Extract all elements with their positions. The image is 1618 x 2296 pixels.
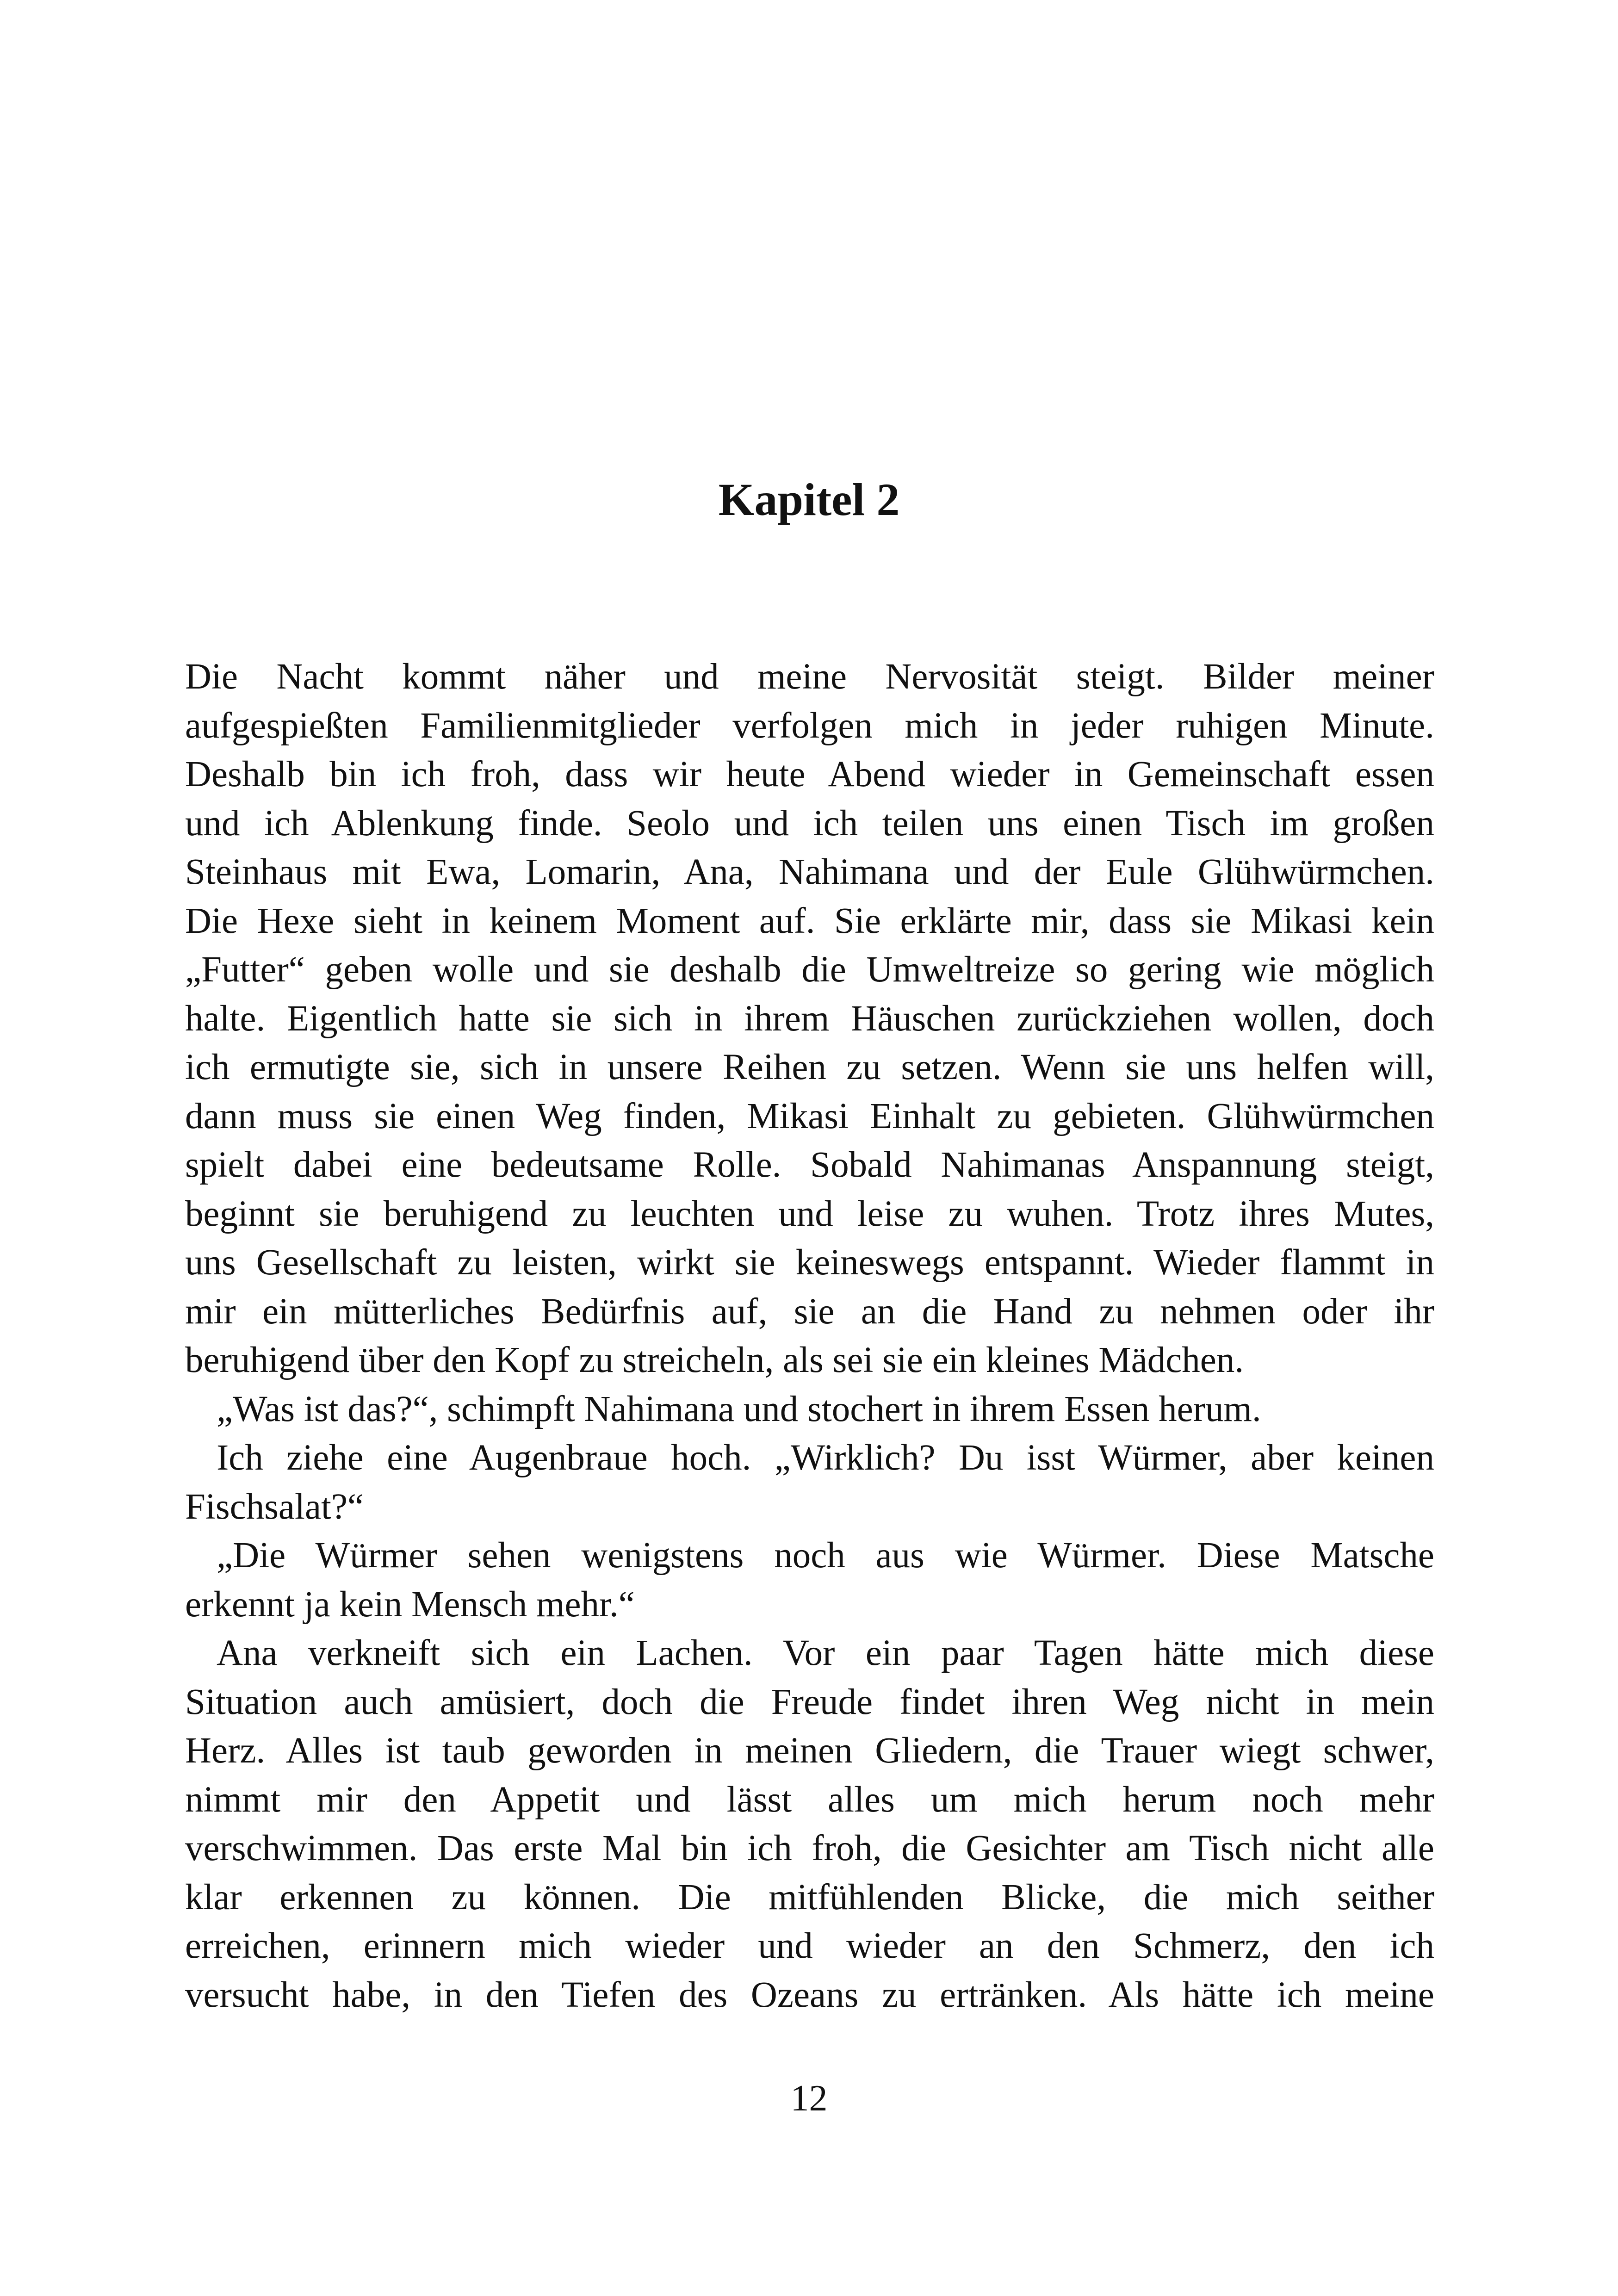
- text-line: „Was ist das?“, schimpft Nahimana und stochert in ihrem Essen herum.: [217, 1389, 1261, 1429]
- text-line: Deshalb bin ich froh, dass wir heute Abend wieder in Gemeinschaft essen: [185, 754, 1434, 794]
- text-line: ich ermutigte sie, sich in unsere Reihen zu setzen. Wenn sie uns helfen will,: [185, 1047, 1434, 1087]
- text-line: aufgespießten Familienmitglieder verfolgen mich in jeder ruhigen Minute.: [185, 705, 1434, 746]
- text-line: Ana verkneift sich ein Lachen. Vor ein paar Tagen hätte mich diese: [217, 1633, 1434, 1673]
- text-line: nimmt mir den Appetit und lässt alles um mich herum noch mehr: [185, 1779, 1434, 1820]
- text-line: verschwimmen. Das erste Mal bin ich froh, die Gesichter am Tisch nicht alle: [185, 1828, 1434, 1868]
- text-line: klar erkennen zu können. Die mitfühlenden Blicke, die mich seither: [185, 1877, 1434, 1917]
- text-line: „Die Würmer sehen wenigstens noch aus wie Würmer. Diese Matsche: [217, 1535, 1434, 1576]
- text-line: „Futter“ geben wolle und sie deshalb die Umweltreize so gering wie möglich: [185, 949, 1434, 990]
- text-line: Herz. Alles ist taub geworden in meinen Gliedern, die Trauer wiegt schwer,: [185, 1731, 1434, 1771]
- chapter-body-text: [185, 652, 1434, 2019]
- text-line: Fischsalat?“: [185, 1486, 364, 1527]
- chapter-title: Kapitel 2: [718, 474, 900, 525]
- text-line: erreichen, erinnern mich wieder und wieder an den Schmerz, den ich: [185, 1926, 1434, 1966]
- text-line: und ich Ablenkung finde. Seolo und ich teilen uns einen Tisch im großen: [185, 803, 1434, 844]
- text-line: dann muss sie einen Weg finden, Mikasi Einhalt zu gebieten. Glühwürmchen: [185, 1096, 1434, 1136]
- text-line: Steinhaus mit Ewa, Lomarin, Ana, Nahimana und der Eule Glühwürmchen.: [185, 852, 1434, 892]
- text-line: Die Hexe sieht in keinem Moment auf. Sie erklärte mir, dass sie Mikasi kein: [185, 900, 1434, 941]
- text-line: halte. Eigentlich hatte sie sich in ihrem Häuschen zurückziehen wollen, doch: [185, 998, 1434, 1039]
- text-line: mir ein mütterliches Bedürfnis auf, sie an die Hand zu nehmen oder ihr: [185, 1291, 1434, 1332]
- text-line: erkennt ja kein Mensch mehr.“: [185, 1584, 635, 1625]
- text-line: uns Gesellschaft zu leisten, wirkt sie keineswegs entspannt. Wieder flammt in: [185, 1242, 1434, 1283]
- text-line: beginnt sie beruhigend zu leuchten und leise zu wuhen. Trotz ihres Mutes,: [185, 1193, 1434, 1234]
- text-line: spielt dabei eine bedeutsame Rolle. Sobald Nahimanas Anspannung steigt,: [185, 1145, 1434, 1185]
- text-line: versucht habe, in den Tiefen des Ozeans zu ertränken. Als hätte ich meine: [185, 1974, 1434, 2015]
- text-line: Ich ziehe eine Augenbraue hoch. „Wirklich? Du isst Würmer, aber keinen: [217, 1438, 1434, 1478]
- page-number: 12: [790, 2078, 828, 2119]
- text-line: Situation auch amüsiert, doch die Freude findet ihren Weg nicht in mein: [185, 1682, 1434, 1722]
- text-line: beruhigend über den Kopf zu streicheln, als sei sie ein kleines Mädchen.: [185, 1340, 1244, 1380]
- text-line: Die Nacht kommt näher und meine Nervosität steigt. Bilder meiner: [185, 657, 1434, 697]
